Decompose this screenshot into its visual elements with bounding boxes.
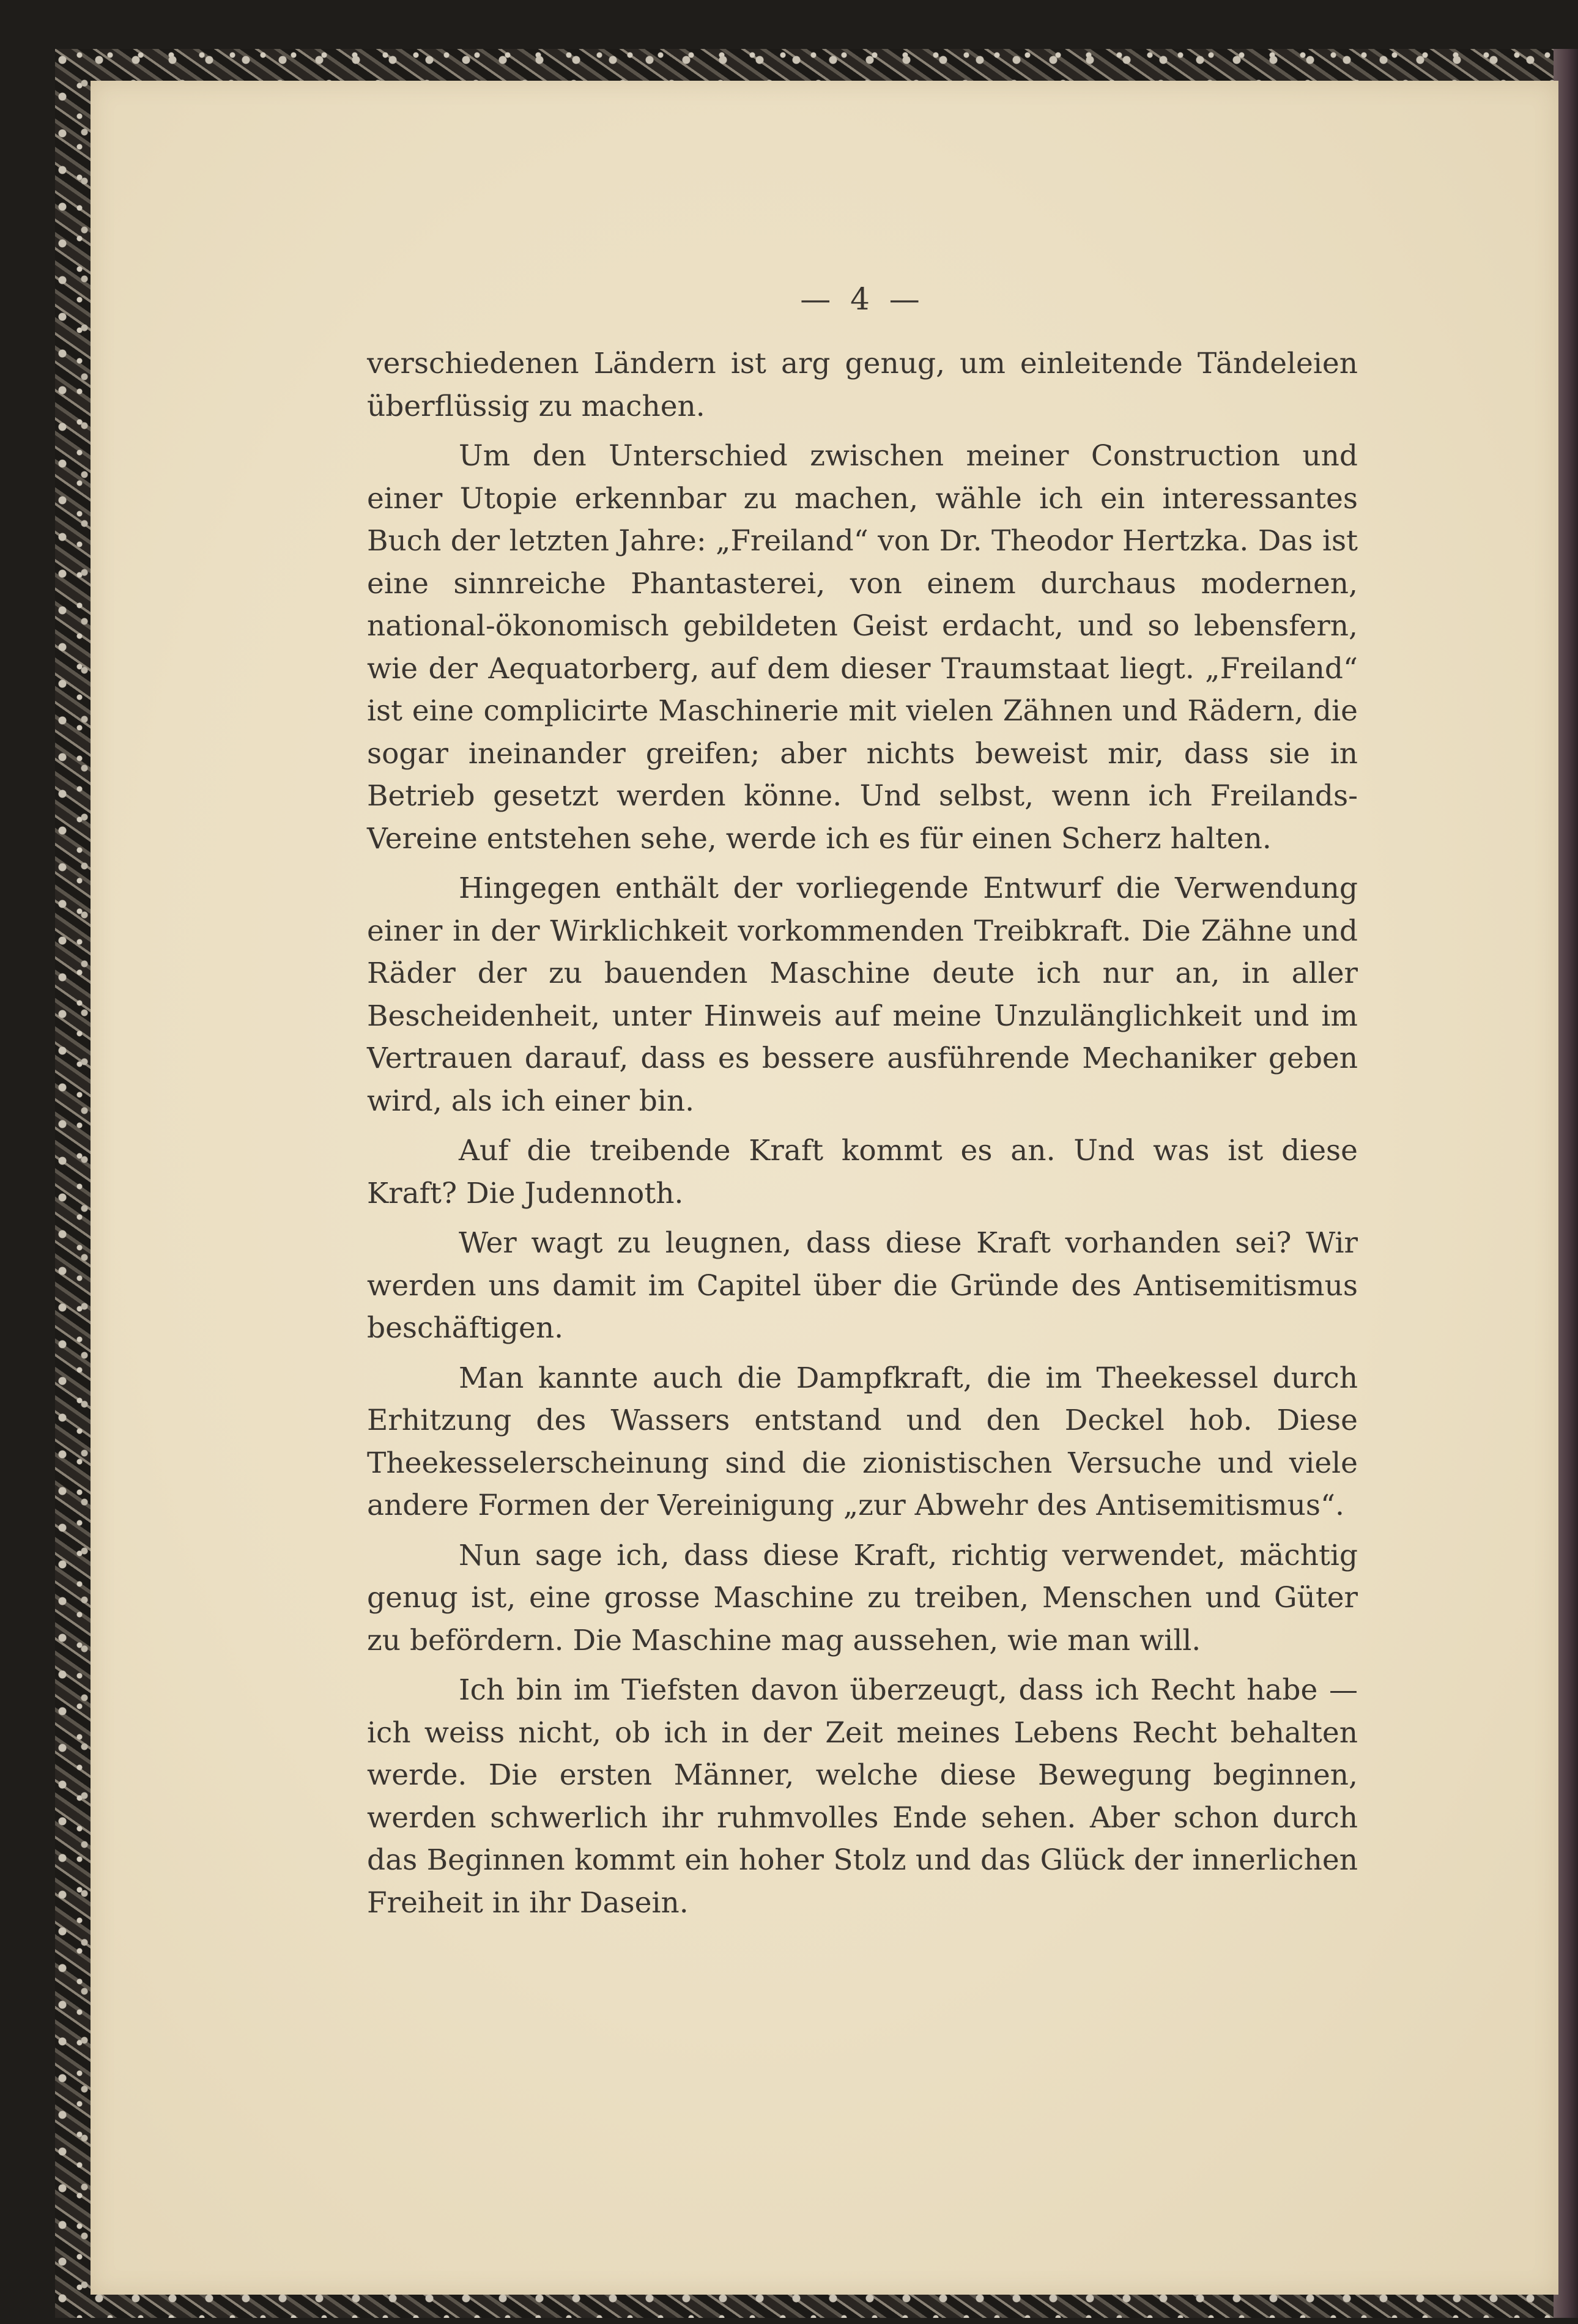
paragraph-7: Nun sage ich, dass diese Kraft, richtig verwendet, mächtig genug ist, eine grosse Maschine zu treiben, Menschen und Güter zu befördern. Die Maschine mag aussehen, wie man will.: [367, 1538, 1358, 1657]
page-text-block: [367, 281, 1358, 1931]
paragraph-1: verschiedenen Ländern ist arg genug, um einleitende Tändeleien überflüssig zu machen.: [367, 347, 1358, 423]
page-number: — 4 —: [800, 281, 925, 317]
paragraph-2: Um den Unterschied zwischen meiner Construction und einer Utopie erkennbar zu machen, wähle ich ein interessantes Buch der letzten Jahre: „Freiland“ von Dr. Theodor Hertzka. Das ist eine sinnreiche Phantasterei, von einem durchaus modernen, national-ökonomisch gebildeten Geist erdacht, und so lebensfern, wie der Aequatorberg, auf dem dieser Traumstaat liegt. „Freiland“ ist eine complicirte Maschinerie mit vielen Zähnen und Rädern, die sogar ineinander greifen; aber nichts beweist mir, dass sie in Betrieb gesetzt werden könne. Und selbst, wenn ich Freilands-Vereine entstehen sehe, werde ich es für einen Scherz halten.: [367, 439, 1358, 856]
paragraph-3: Hingegen enthält der vorliegende Entwurf die Verwendung einer in der Wirklichkeit vorkommenden Treibkraft. Die Zähne und Räder der zu bauenden Maschine deute ich nur an, in aller Bescheidenheit, unter Hinweis auf meine Unzulänglichkeit und im Vertrauen darauf, dass es bessere ausführende Mechaniker geben wird, als ich einer bin.: [367, 871, 1358, 1118]
paragraph-8: Ich bin im Tiefsten davon überzeugt, dass ich Recht habe — ich weiss nicht, ob ich in der Zeit meines Lebens Recht behalten werde. Die ersten Männer, welche diese Bewegung beginnen, werden schwerlich ihr ruhmvolles Ende sehen. Aber schon durch das Beginnen kommt ein hoher Stolz und das Glück der innerlichen Freiheit in ihr Dasein.: [367, 1673, 1358, 1920]
paragraph-5: Wer wagt zu leugnen, dass diese Kraft vorhanden sei? Wir werden uns damit im Capitel über die Gründe des Antisemitismus beschäftigen.: [367, 1226, 1358, 1345]
paragraph-6: Man kannte auch die Dampfkraft, die im Theekessel durch Erhitzung des Wassers entstand und den Deckel hob. Diese Theekesselerscheinung sind die zionistischen Versuche und viele andere Formen der Vereinigung „zur Abwehr des Antisemitismus“.: [367, 1361, 1358, 1522]
paragraph-4: Auf die treibende Kraft kommt es an. Und was ist diese Kraft? Die Judennoth.: [367, 1134, 1358, 1210]
